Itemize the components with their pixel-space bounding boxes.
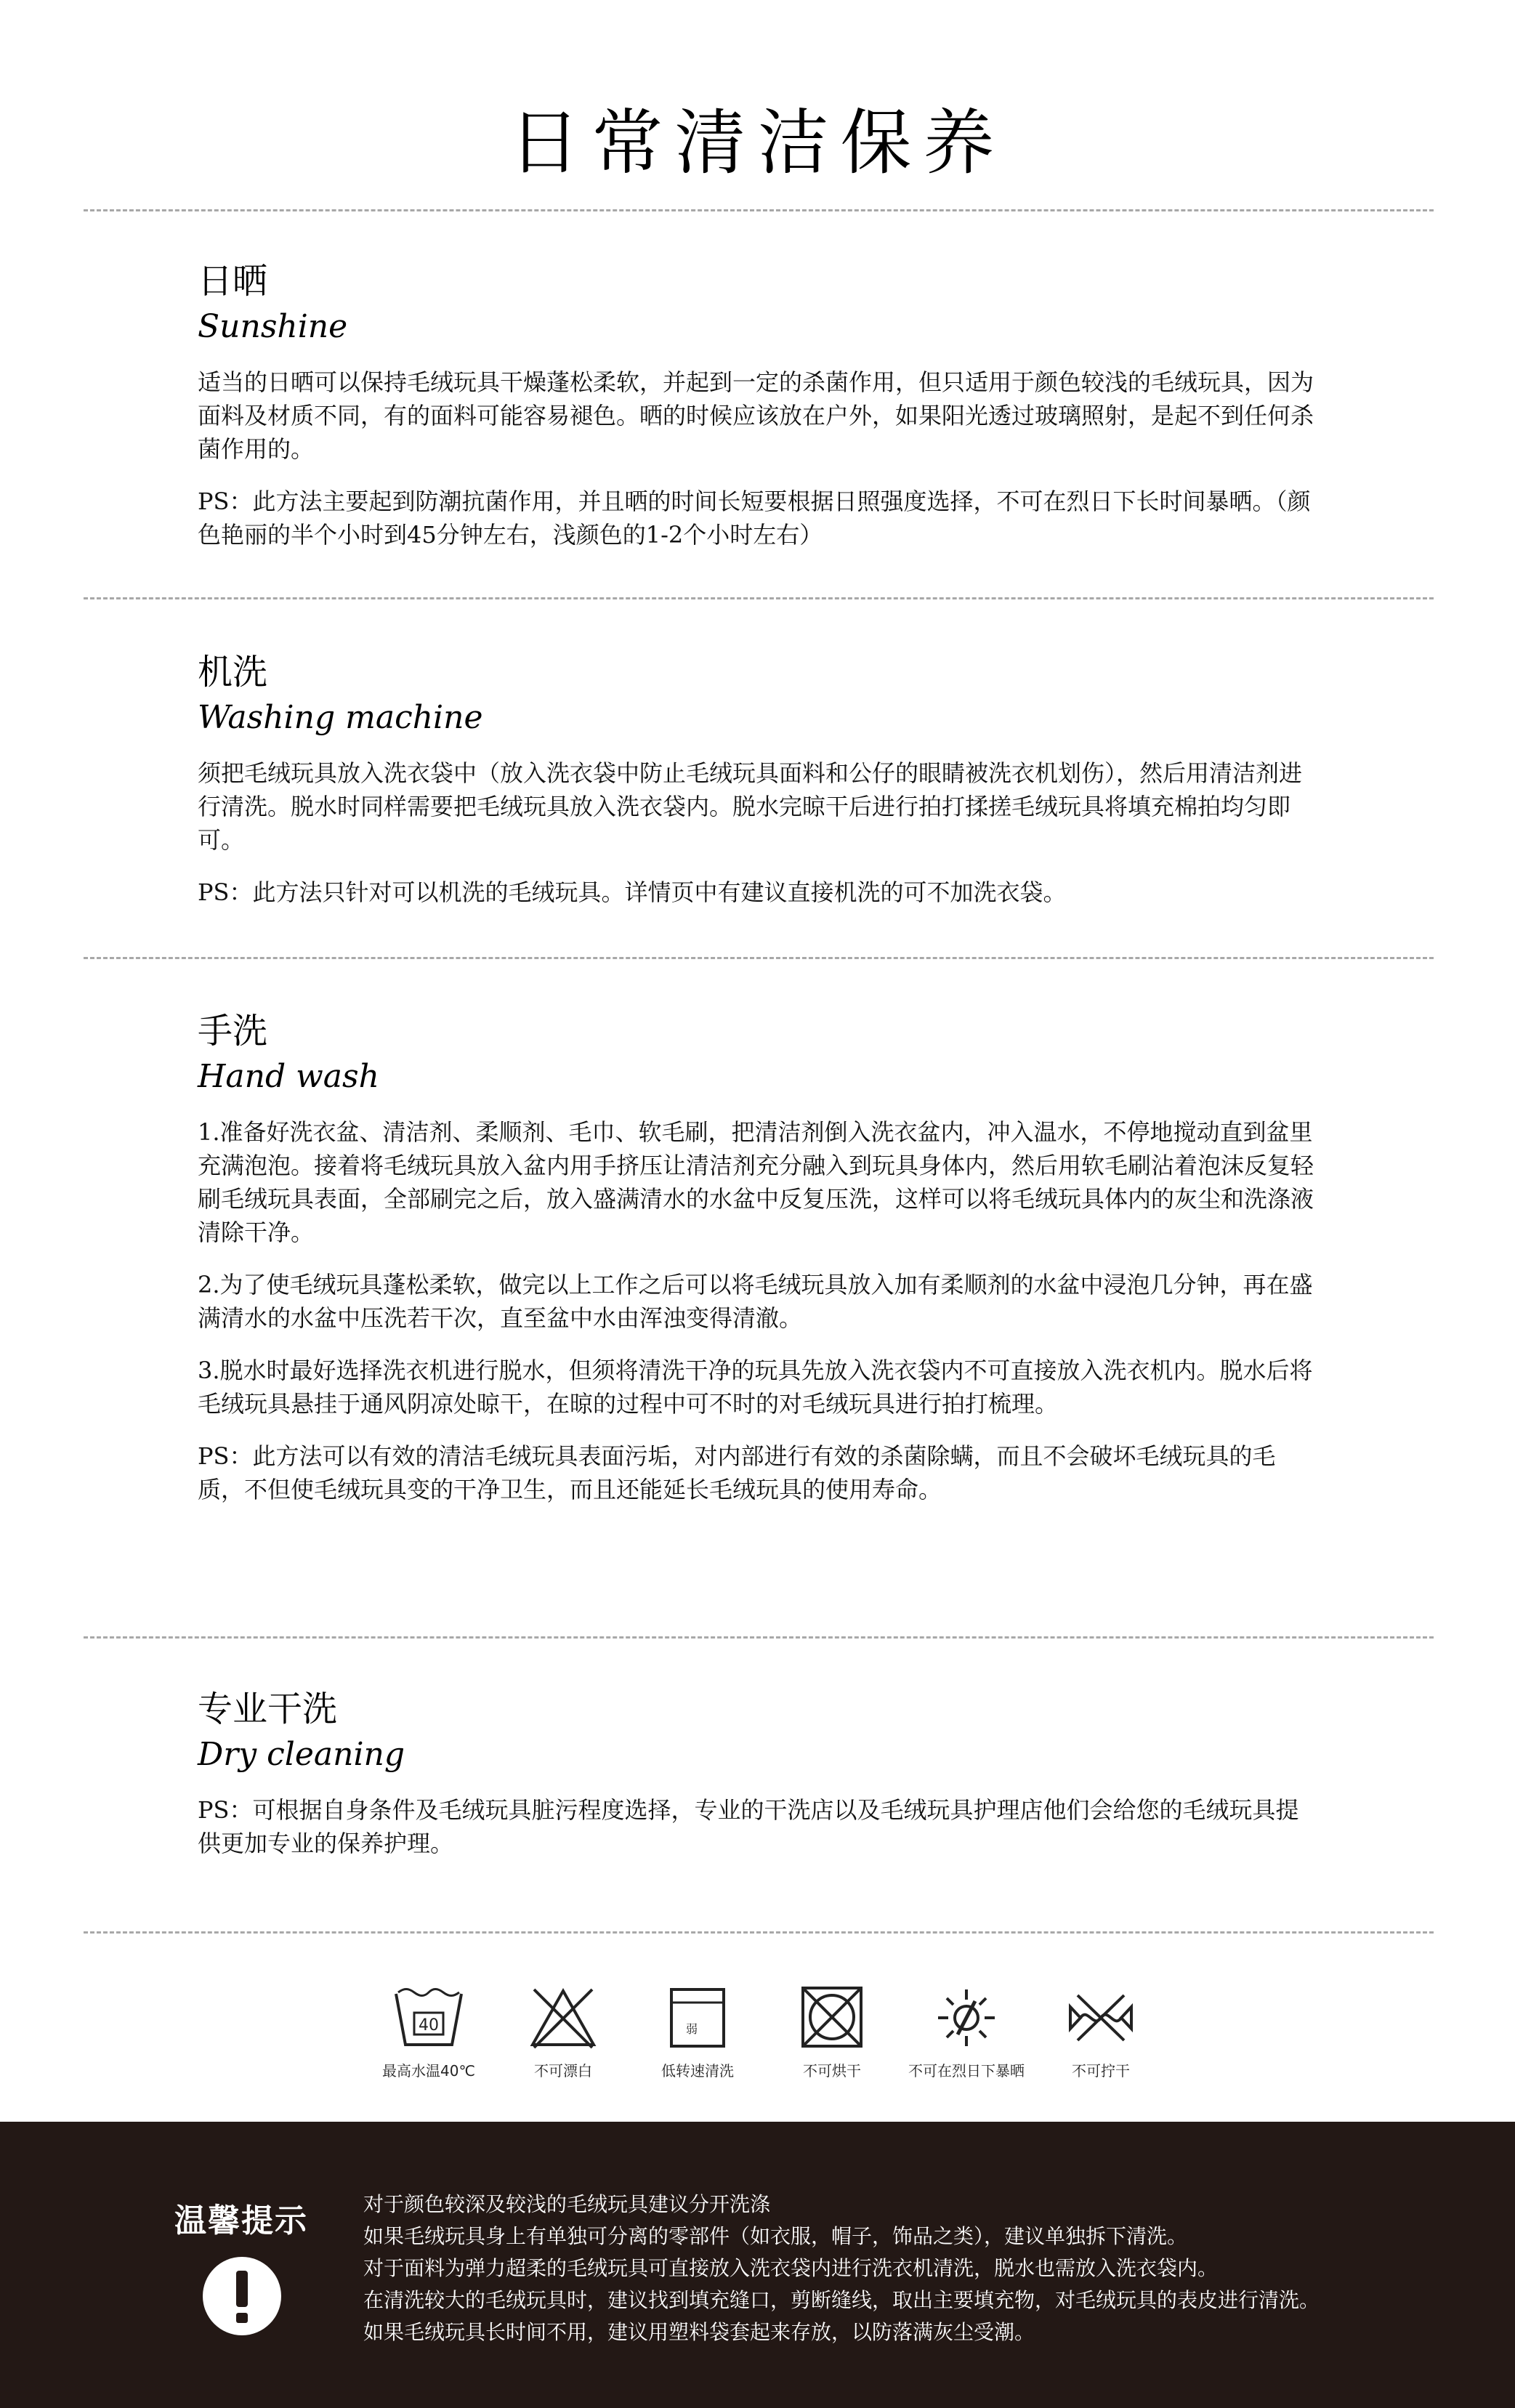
care-icon-item: [1035, 1985, 1166, 2080]
care-icon-label: 低转速清洗: [661, 2062, 734, 2080]
care-icon-item: [632, 1985, 763, 2080]
exclamation-icon: [202, 2256, 282, 2336]
section-heading-en: Sunshine: [198, 308, 348, 345]
section-note: PS：此方法主要起到防潮抗菌作用，并且晒的时间长短要根据日照强度选择，不可在烈日下长时间暴晒。（颜色艳丽的半个小时到45分钟左右，浅颜色的1-2个小时左右）: [198, 488, 1311, 549]
section-heading-cn: 手洗: [198, 1011, 268, 1051]
care-icon-label: 不可在烈日下暴晒: [908, 2062, 1025, 2080]
low-spin-icon: [661, 1985, 734, 2051]
section-heading-cn: 专业干洗: [198, 1689, 338, 1729]
no-sun-icon: [930, 1985, 1003, 2051]
tip-item: 如果毛绒玩具身上有单独可分离的零部件（如衣服，帽子，饰品之类），建议单独拆下清洗。: [363, 2224, 1188, 2248]
tip-item: 对于面料为弹力超柔的毛绒玩具可直接放入洗衣袋内进行洗衣机清洗，脱水也需放入洗衣袋内。: [363, 2256, 1219, 2280]
section-paragraph: 须把毛绒玩具放入洗衣袋中（放入洗衣袋中防止毛绒玩具面料和公仔的眼睛被洗衣机划伤），然后用清洁剂进行清洗。脱水时同样需要把毛绒玩具放入洗衣袋内。脱水完晾干后进行拍打揉搓毛绒玩具将填充棉拍均匀即可。: [198, 759, 1303, 854]
tip-item: 在清洗较大的毛绒玩具时，建议找到填充缝口，剪断缝线，取出主要填充物，对毛绒玩具的表皮进行清洗。: [363, 2288, 1320, 2312]
section-heading-en: Washing machine: [198, 699, 483, 736]
section-paragraph: 1.准备好洗衣盆、清洁剂、柔顺剂、毛巾、软毛刷，把清洁剂倒入洗衣盆内，冲入温水，不停地搅动直到盆里充满泡泡。接着将毛绒玩具放入盆内用手挤压让清洁剂充分融入到玩具身体内，然后用软毛刷沾着泡沫反复轻刷毛绒玩具表面，全部刷完之后，放入盛满清水的水盆中反复压洗，这样可以将毛绒玩具体内的灰尘和洗涤液清除干净。: [198, 1118, 1314, 1246]
no-wring-icon: [1064, 1985, 1137, 2051]
care-icon-label: 不可漂白: [534, 2062, 592, 2080]
divider: [84, 597, 1434, 599]
care-icon-label: 不可拧干: [1072, 2062, 1130, 2080]
footer-title: 温馨提示: [174, 2202, 308, 2239]
divider: [84, 1931, 1434, 1934]
no-bleach-icon: [527, 1985, 599, 2051]
section-dry-cleaning: [198, 1686, 1317, 1860]
no-tumble-dry-icon: [796, 1985, 868, 2051]
section-paragraph: 适当的日晒可以保持毛绒玩具干燥蓬松柔软，并起到一定的杀菌作用，但只适用于颜色较浅的毛绒玩具，因为面料及材质不同，有的面料可能容易褪色。晒的时候应该放在户外，如果阳光透过玻璃照射，是起不到任何杀菌作用的。: [198, 368, 1314, 463]
section-hand-wash: [198, 1008, 1317, 1506]
page-title: 日常清洁保养: [509, 102, 1006, 185]
care-icon-item: [498, 1985, 629, 2080]
divider: [84, 209, 1434, 211]
care-icon-label: 不可烘干: [803, 2062, 861, 2080]
section-paragraph: 2.为了使毛绒玩具蓬松柔软，做完以上工作之后可以将毛绒玩具放入加有柔顺剂的水盆中浸泡几分钟，再在盛满清水的水盆中压洗若干次，直至盆中水由浑浊变得清澈。: [198, 1271, 1313, 1332]
care-icons-row: [363, 1985, 1163, 2094]
tip-item: 如果毛绒玩具长时间不用，建议用塑料袋套起来存放，以防落满灰尘受潮。: [363, 2320, 1035, 2344]
section-washing-machine: [198, 649, 1317, 909]
warm-tips-footer: [0, 2122, 1515, 2408]
section-note: PS：此方法可以有效的清洁毛绒玩具表面污垢，对内部进行有效的杀菌除螨，而且不会破坏毛绒玩具的毛质，不但使毛绒玩具变的干净卫生，而且还能延长毛绒玩具的使用寿命。: [198, 1442, 1276, 1503]
tip-item: 对于颜色较深及较浅的毛绒玩具建议分开洗涤: [363, 2192, 771, 2216]
divider: [84, 957, 1434, 959]
section-note: PS：此方法只针对可以机洗的毛绒玩具。详情页中有建议直接机洗的可不加洗衣袋。: [198, 878, 1067, 906]
section-heading-en: Dry cleaning: [198, 1736, 405, 1773]
care-icon-item: [363, 1985, 494, 2080]
divider: [84, 1636, 1434, 1639]
care-icon-item: [767, 1985, 897, 2080]
care-icon-item: [901, 1985, 1032, 2080]
care-icon-label: 最高水温40℃: [382, 2062, 475, 2080]
wash-tub-40-icon: [392, 1985, 465, 2051]
footer-tips: [363, 2189, 1453, 2348]
section-heading-cn: 机洗: [198, 652, 268, 692]
section-heading-en: Hand wash: [198, 1058, 379, 1095]
section-note: PS：可根据自身条件及毛绒玩具脏污程度选择，专业的干洗店以及毛绒玩具护理店他们会给您的毛绒玩具提供更加专业的保养护理。: [198, 1796, 1299, 1857]
section-sunshine: [198, 258, 1317, 552]
section-paragraph: 3.脱水时最好选择洗衣机进行脱水，但须将清洗干净的玩具先放入洗衣袋内不可直接放入洗衣机内。脱水后将毛绒玩具悬挂于通风阴凉处晾干，在晾的过程中可不时的对毛绒玩具进行拍打梳理。: [198, 1357, 1313, 1418]
section-heading-cn: 日晒: [198, 261, 268, 302]
svg-text:弱: 弱: [686, 2022, 698, 2036]
svg-text:40: 40: [419, 2016, 439, 2035]
